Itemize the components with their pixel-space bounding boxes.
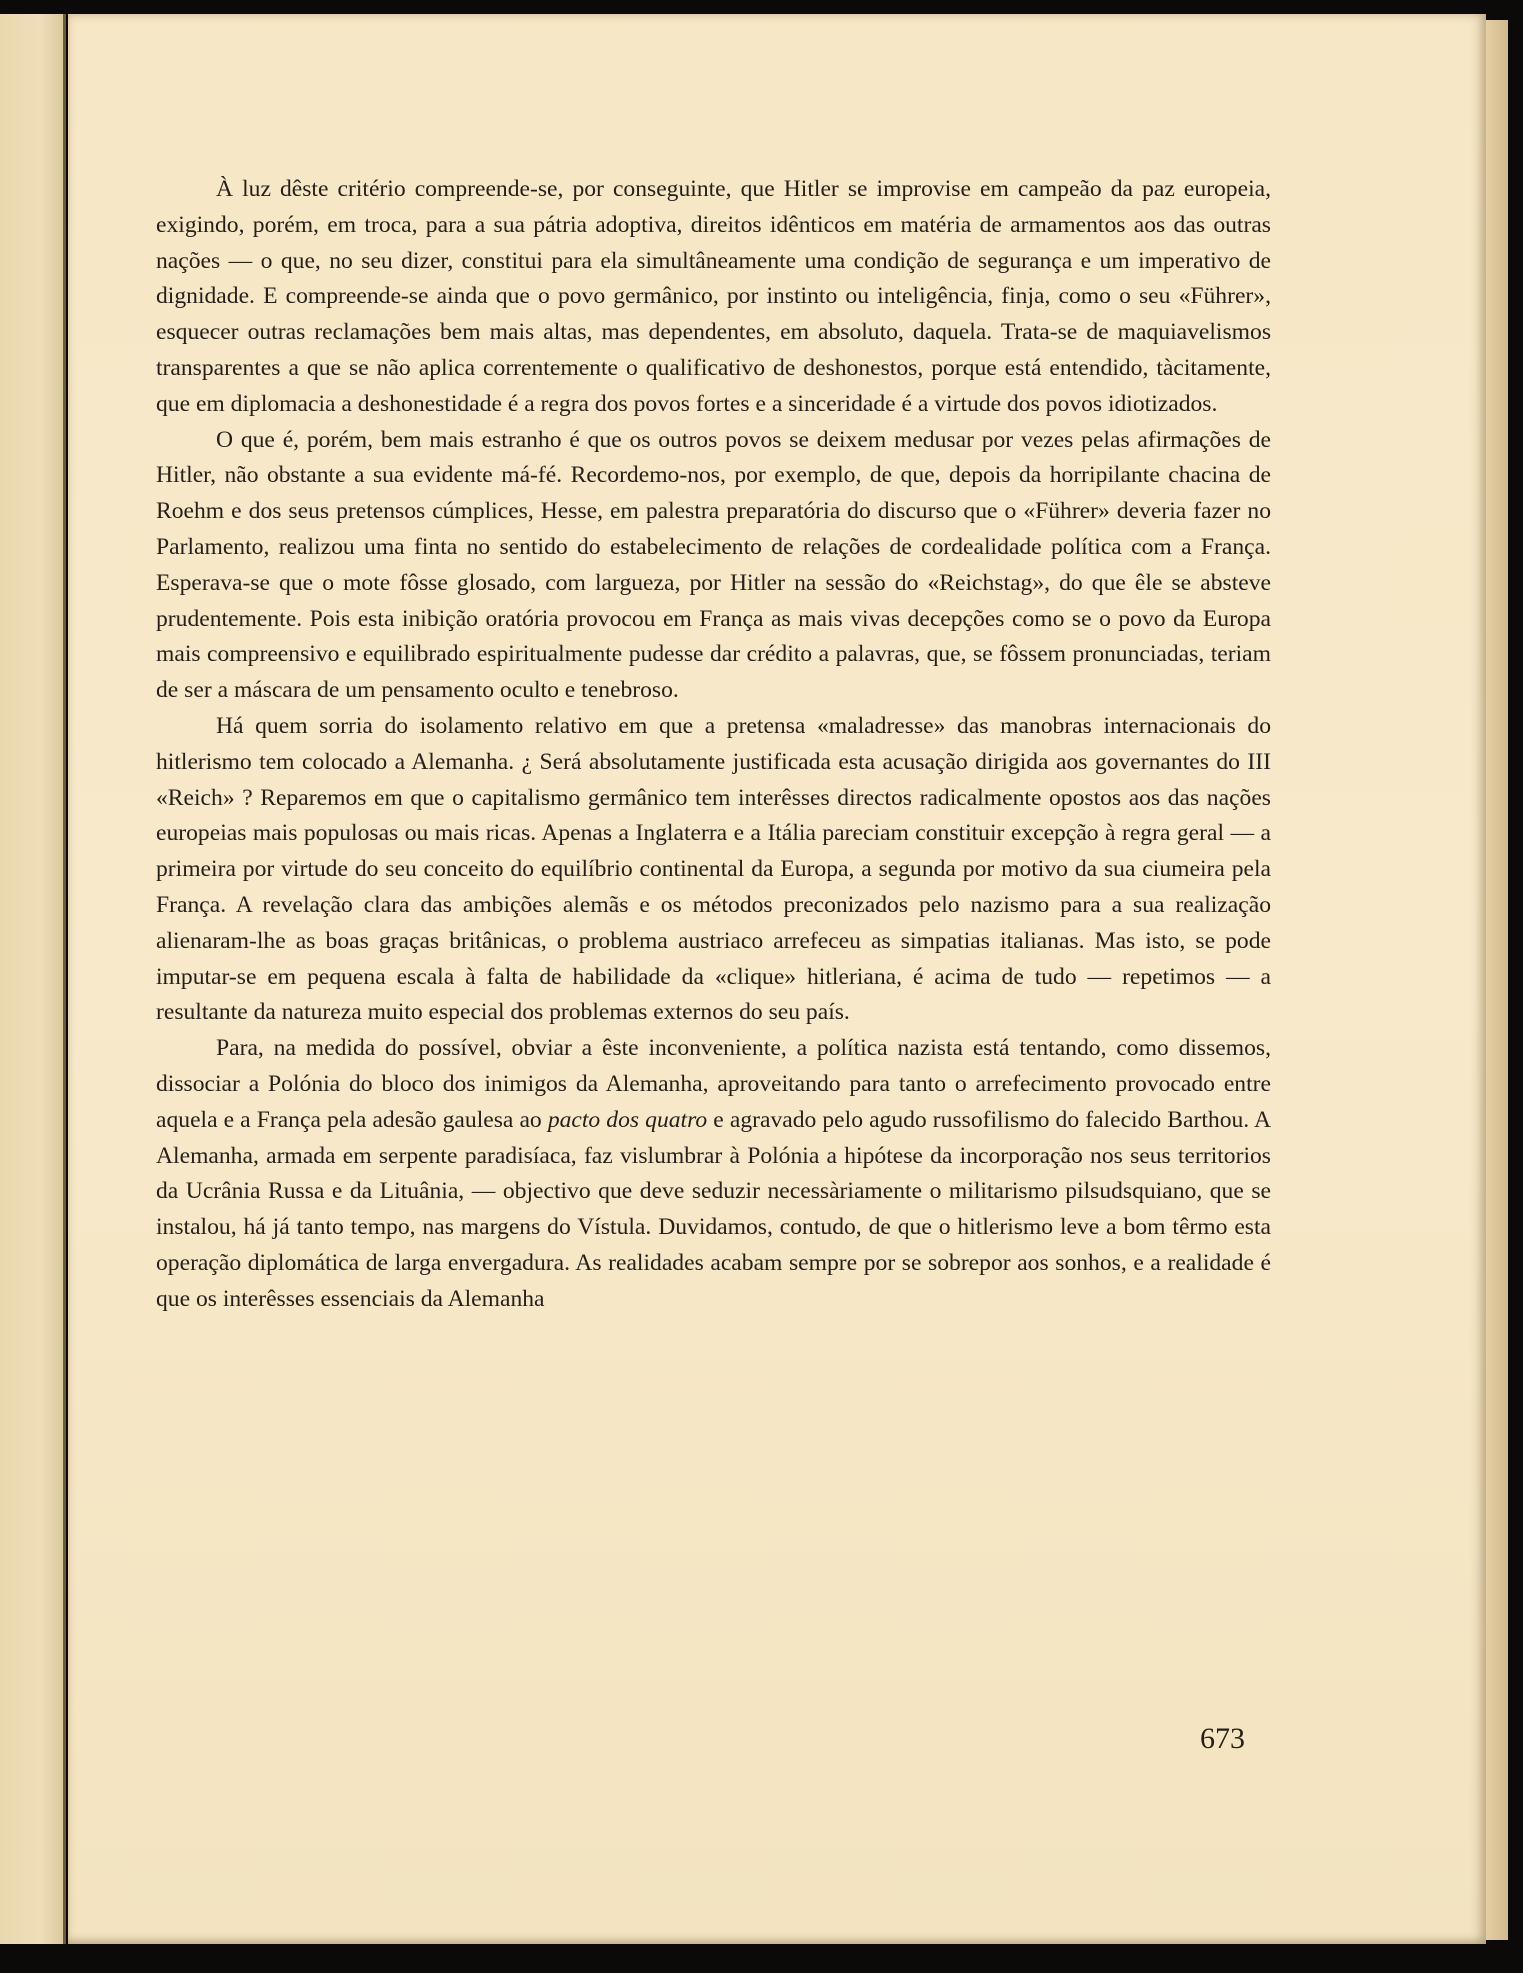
paragraph-3: Há quem sorria do isolamento relativo em que a pretensa «maladresse» das manobras internacionais do hitlerismo tem colocado a Alemanha. ¿ Será absolutamente justificada esta acusação dirigida aos governantes do III «Reich» ? Reparemos em que o capitalismo germânico tem interêsses directos radicalmente opostos aos das nações europeias mais populosas ou mais ricas. Apenas a Inglaterra e a Itália pareciam constituir excepção à regra geral — a primeira por virtude do seu conceito do equilíbrio continental da Europa, a segunda por motivo da sua ciumeira pela França. A revelação clara das ambições alemãs e os métodos preconizados pelo nazismo para a sua realização alienaram-lhe as boas graças britânicas, o problema austriaco arrefeceu as simpatias italianas. Mas isto, se pode imputar-se em pequena escala à falta de habilidade da «clique» hitleriana, é acima de tudo — repetimos — a resultante da natureza muito especial dos problemas externos do seu país. [156,712,1271,1026]
page-edge [1486,20,1508,1940]
paragraph-4-start: Para, na medida do possível, obviar a êste inconveniente, a política nazista está tentando, como dissemos, dissociar a Polónia do bloco dos inimigos da Alemanha, aproveitando para tanto o arrefecimento provocado entre aquela e a França pela adesão gaulesa ao [156,1035,1271,1133]
page-number: 673 [1200,1722,1245,1755]
paragraph-2: O que é, porém, bem mais estranho é que os outros povos se deixem medusar por vezes pelas afirmações de Hitler, não obstante a sua evidente má-fé. Recordemo-nos, por exemplo, de que, depois da horripilante chacina de Roehm e dos seus pretensos cúmplices, Hesse, em palestra preparatória do discurso que o «Führer» deveria fazer no Parlamento, realizou uma finta no sentido do estabelecimento de relações de cordealidade política com a França. Esperava-se que o mote fôsse glosado, com largueza, por Hitler na sessão do «Reichstag», do que êle se absteve prudentemente. Pois esta inibição oratória provocou em França as mais vivas decepções como se o povo da Europa mais compreensivo e equilibrado espiritualmente pudesse dar crédito a palavras, que, se fôssem pronunciadas, teriam de ser a máscara de um pensamento oculto e tenebroso. [156,426,1271,704]
paragraph-4-italic: pacto dos quatro [547,1106,708,1133]
paragraph-4 [156,1031,1271,1317]
paragraph-4-end: e agravado pelo agudo russofilismo do falecido Barthou. A Alemanha, armada em serpente paradisíaca, faz vislumbrar à Polónia a hipótese da incorporação nos seus territorios da Ucrânia Russa e da Lituânia, — objectivo que deve seduzir necessàriamente o militarismo pilsudsquiano, que se instalou, há já tanto tempo, nas margens do Vístula. Duvidamos, contudo, de que o hitlerismo leve a bom têrmo esta operação diplomática de larga envergadura. As realidades acabam sempre por se sobrepor aos sonhos, e a realidade é que os interêsses essenciais da Alemanha [156,1106,1271,1312]
facing-page-edge [0,14,66,1944]
paragraph-1: À luz dêste critério compreende-se, por conseguinte, que Hitler se improvise em campeão da paz europeia, exigindo, porém, em troca, para a sua pátria adoptiva, direitos idênticos em matéria de armamentos aos das outras nações — o que, no seu dizer, constitui para ela simultâneamente uma condição de segurança e um imperativo de dignidade. E compreende-se ainda que o povo germânico, por instinto ou inteligência, finja, como o seu «Führer», esquecer outras reclamações bem mais altas, mas dependentes, em absoluto, daquela. Trata-se de maquiavelismos transparentes a que se não aplica correntemente o qualificativo de deshonestos, porque está entendido, tàcitamente, que em diplomacia a deshonestidade é a regra dos povos fortes e a sinceridade é a virtude dos povos idiotizados. [156,176,1271,417]
body-text [156,172,1271,1318]
